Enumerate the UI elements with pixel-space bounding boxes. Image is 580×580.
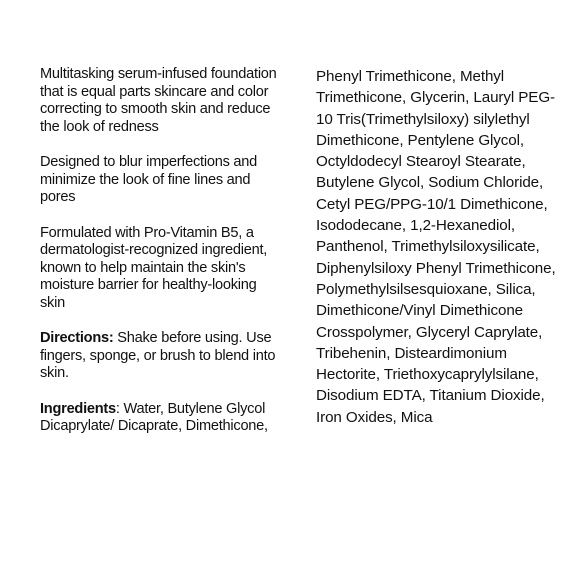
product-benefit: Designed to blur imperfections and minimize the look of fine lines and pores [40, 154, 258, 205]
ingredients-text: : Water, Butylene Glycol Dicaprylate/ Dicaprate, Dimethicone, [40, 400, 268, 434]
ingredients-continued-column [316, 66, 556, 428]
ingredients-continued-text: Phenyl Trimethicone, Methyl Trimethicone, Glycerin, Lauryl PEG-10 Tris(Trimethylsiloxy) silylethyl Dimethicone, Pentylene Glycol, Octyldodecyl Stearoyl Stearate, Butylene Glycol, Sodium Chloride, Cetyl PEG/PPG-10/1 Dimethicone, Isododecane, 1,2-Hexanediol, Panthenol, Trimethylsiloxysilicate, Diphenylsiloxy Phenyl Trimethicone, Polymethylsilsesquioxane, Silica, Dimethicone/Vinyl Dimethicone Crosspolymer, Glyceryl Caprylate, Tribehenin, Disteardimonium Hectorite, Triethoxycaprylylsilane, Disodium EDTA, Titanium Dioxide, Iron Oxides, Mica [316, 68, 556, 426]
ingredients-paragraph [40, 401, 278, 436]
directions-text: Shake before using. Use fingers, sponge, or brush to blend into skin. [40, 330, 276, 381]
product-info-column [40, 66, 278, 454]
directions-paragraph [40, 330, 278, 383]
product-description: Multitasking serum-infused foundation that is equal parts skincare and color correcting to smooth skin and reduce the look of redness [40, 66, 277, 135]
directions-label: Directions: [40, 330, 114, 346]
ingredients-label: Ingredients [40, 400, 116, 417]
product-formulation: Formulated with Pro-Vitamin B5, a dermatologist-recognized ingredient, known to help maintain the skin's moisture barrier for healthy-looking skin [40, 224, 268, 311]
